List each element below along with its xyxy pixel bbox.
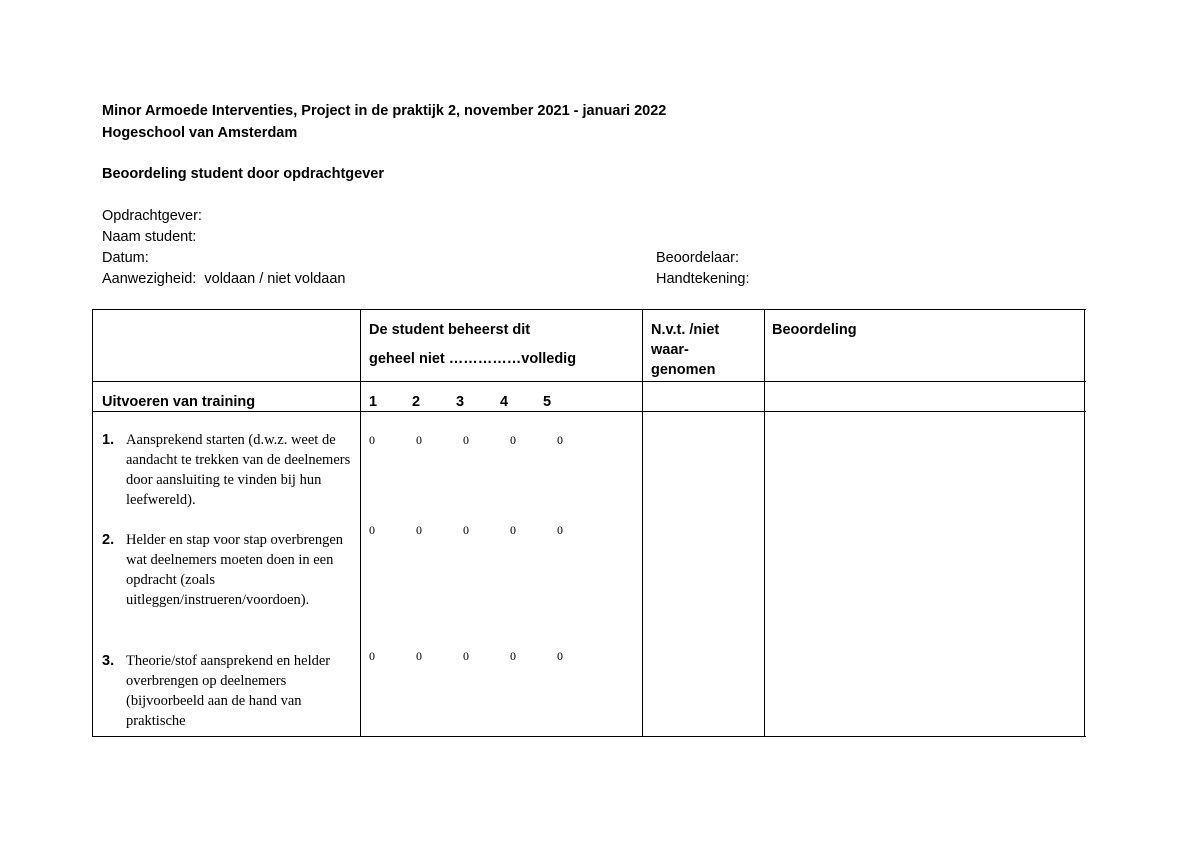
rating-option-3[interactable]: 0 [463, 523, 469, 537]
table-border-bottom [92, 736, 1086, 737]
table-divider-header [92, 381, 1086, 382]
rating-option-1[interactable]: 0 [369, 523, 375, 537]
scale-2: 2 [412, 394, 421, 410]
beoordeling-header: Beoordeling [772, 322, 857, 338]
datum-label: Datum: [102, 250, 149, 266]
mastery-header-line2: geheel niet ……………volledig [369, 351, 577, 367]
aanwezigheid-value: voldaan / niet voldaan [204, 271, 346, 287]
rating-option-3[interactable]: 0 [463, 649, 469, 663]
nvt-header-line2: waar- [651, 342, 689, 358]
handtekening-label: Handtekening: [656, 271, 750, 287]
document-title: Minor Armoede Interventies, Project in de praktijk 2, november 2021 - januari 2022 [102, 103, 667, 119]
naam-student-label: Naam student: [102, 229, 197, 245]
institution-name: Hogeschool van Amsterdam [102, 125, 298, 141]
table-divider-col4 [764, 309, 765, 737]
rating-option-5[interactable]: 0 [557, 433, 563, 447]
rating-option-2[interactable]: 0 [416, 523, 422, 537]
aanwezigheid-label: Aanwezigheid: [102, 271, 197, 287]
beoordelaar-label: Beoordelaar: [656, 250, 740, 266]
criterion-number: 3. [102, 653, 115, 669]
mastery-header-line1: De student beheerst dit [369, 322, 531, 338]
scale-4: 4 [500, 394, 509, 410]
table-border-right [1084, 309, 1085, 737]
criterion-number: 2. [102, 532, 115, 548]
opdrachtgever-label: Opdrachtgever: [102, 208, 202, 224]
rating-option-3[interactable]: 0 [463, 433, 469, 447]
criterion-text: Aansprekend starten (d.w.z. weet de aandacht te trekken van de deelnemers door aansluiting te vinden bij hun leefwereld). [126, 432, 351, 508]
criterion-text: Theorie/stof aansprekend en helder overbrengen op deelnemers (bijvoorbeeld aan de hand van praktische [126, 653, 331, 729]
rating-option-5[interactable]: 0 [557, 649, 563, 663]
rating-option-5[interactable]: 0 [557, 523, 563, 537]
table-divider-col2 [360, 309, 361, 737]
rating-option-4[interactable]: 0 [510, 433, 516, 447]
criterion-number: 1. [102, 432, 115, 448]
rating-option-4[interactable]: 0 [510, 523, 516, 537]
nvt-header-line1: N.v.t. /niet [651, 322, 720, 338]
criterion-text: Helder en stap voor stap overbrengen wat deelnemers moeten doen in een opdracht (zoals uitleggen/instrueren/voordoen). [126, 532, 344, 608]
rating-option-2[interactable]: 0 [416, 649, 422, 663]
rating-option-1[interactable]: 0 [369, 649, 375, 663]
aanwezigheid-row [102, 269, 345, 289]
table-border-top [92, 309, 1086, 310]
scale-3: 3 [456, 394, 465, 410]
form-subtitle: Beoordeling student door opdrachtgever [102, 166, 384, 182]
scale-5: 5 [543, 394, 552, 410]
rating-option-1[interactable]: 0 [369, 433, 375, 447]
rating-option-4[interactable]: 0 [510, 649, 516, 663]
nvt-header-line3: genomen [651, 362, 716, 378]
table-border-left [92, 309, 93, 737]
scale-1: 1 [369, 394, 378, 410]
rating-option-2[interactable]: 0 [416, 433, 422, 447]
section-label: Uitvoeren van training [102, 394, 256, 410]
table-divider-col3 [642, 309, 643, 737]
assessment-table [92, 309, 1086, 738]
